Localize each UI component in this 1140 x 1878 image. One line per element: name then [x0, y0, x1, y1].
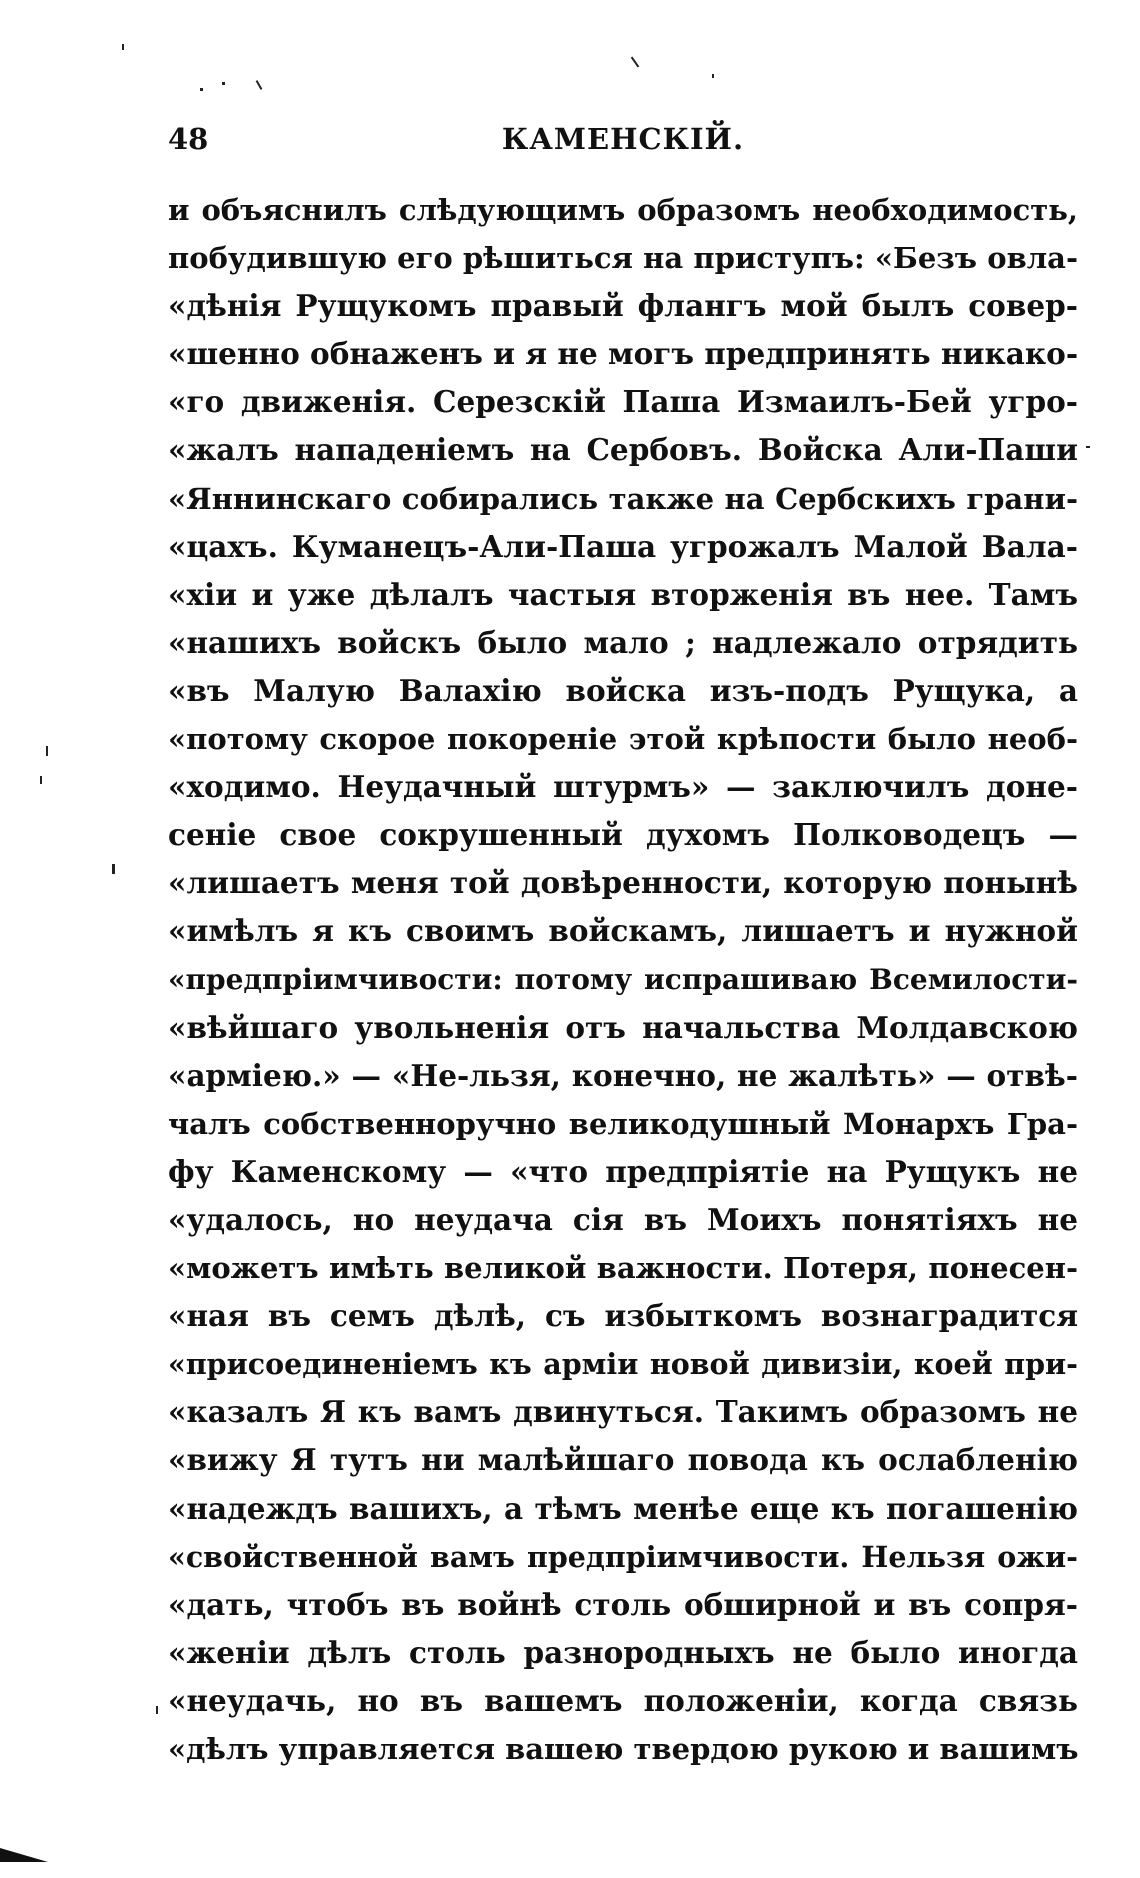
text-line: «имѣлъ я къ своимъ войскамъ, лишаетъ и нужной	[168, 913, 1078, 949]
text-line: «присоединеніемъ къ арміи новой дивизіи, коей при-	[168, 1347, 1078, 1382]
text-line: «вѣйшаго увольненія отъ начальства Молдавскою	[168, 1009, 1078, 1045]
text-line: «нашихъ войскъ было мало ; надлежало отрядить	[168, 624, 1078, 660]
text-line: чалъ собственноручно великодушный Монархъ Гра-	[168, 1106, 1078, 1141]
scan-speck	[631, 57, 640, 68]
text-line: «свойственной вамъ предпріимчивости. Нельзя ожи-	[168, 1539, 1078, 1574]
text-line: «удалось, но неудача сія въ Моихъ понятіяхъ не	[168, 1201, 1078, 1237]
text-line: «жалъ нападеніемъ на Сербовъ. Войска Али-Паши	[168, 432, 1078, 468]
text-line: «дѣнія Рущукомъ правый флангъ мой былъ совер-	[168, 288, 1078, 324]
running-head: КАМЕНСКІЙ.	[501, 122, 745, 156]
scan-speck	[222, 82, 225, 85]
text-line: «предпріимчивости: потому испрашиваю Всемилости-	[168, 962, 1078, 996]
page-header	[168, 122, 1078, 162]
scan-speck	[156, 1706, 158, 1714]
text-line: «казалъ Я къ вамъ двинуться. Такимъ образомъ не	[168, 1394, 1078, 1430]
text-line: «лишаетъ меня той довѣренности, которую понынѣ	[168, 865, 1078, 901]
scan-speck	[256, 80, 263, 90]
text-line: и объяснилъ слѣдующимъ образомъ необходимость,	[168, 193, 1078, 227]
body-text	[168, 186, 1078, 1773]
text-line: побудившую его рѣшиться на приступъ: «Безъ овла-	[168, 241, 1078, 276]
text-line: «ная въ семъ дѣлѣ, съ избыткомъ вознаградится	[168, 1298, 1078, 1334]
text-line: «арміею.» — «Не-льзя, конечно, не жалѣть» — отвѣ-	[168, 1057, 1078, 1093]
scan-speck	[1086, 446, 1090, 448]
text-line: «надеждъ вашихъ, а тѣмъ менѣе еще къ погашенію	[168, 1490, 1078, 1526]
scan-speck	[112, 864, 115, 874]
text-line: сеніе свое сокрушенный духомъ Полководецъ —	[168, 817, 1078, 853]
text-line: «дать, чтобъ въ войнѣ столь обширной и въ сопря-	[168, 1586, 1078, 1622]
text-line: «неудачь, но въ вашемъ положеніи, когда связь	[168, 1682, 1078, 1718]
text-line: «шенно обнаженъ и я не могъ предпринять никако-	[168, 336, 1078, 372]
scan-speck	[46, 746, 48, 756]
text-line: «го движенія. Серезскій Паша Измаилъ-Бей угро-	[168, 384, 1078, 420]
text-line: «хіи и уже дѣлалъ частыя вторженія въ нее. Тамъ	[168, 576, 1078, 612]
text-line: «можетъ имѣть великой важности. Потеря, понесен-	[168, 1251, 1078, 1286]
text-line: «дѣлъ управляется вашею твердою рукою и вашимъ	[168, 1732, 1078, 1766]
text-line: «потому скорое покореніе этой крѣпости было необ-	[168, 722, 1078, 757]
text-line: «вижу Я тутъ ни малѣйшаго повода къ ослабленію	[168, 1442, 1078, 1478]
scan-speck	[712, 74, 714, 78]
text-line: «ходимо. Неудачный штурмъ» — заключилъ донe-	[168, 769, 1078, 805]
scan-speck	[200, 88, 203, 91]
text-line: фу Каменскому — «что предпріятіе на Рущукъ не	[168, 1153, 1078, 1189]
text-line: «Яннинскаго собирались также на Сербскихъ грани-	[168, 481, 1078, 516]
scan-speck	[40, 776, 42, 784]
text-line: «женіи дѣлъ столь разнородныхъ не было иногда	[168, 1634, 1078, 1670]
scan-corner-mark	[0, 1848, 48, 1862]
page-number: 48	[168, 122, 209, 156]
scan-speck	[122, 44, 124, 50]
text-line: «цахъ. Куманецъ-Али-Паша угрожалъ Малой Вала-	[168, 528, 1078, 564]
text-line: «въ Малую Валахію войска изъ-подъ Рущука, а	[168, 672, 1078, 708]
